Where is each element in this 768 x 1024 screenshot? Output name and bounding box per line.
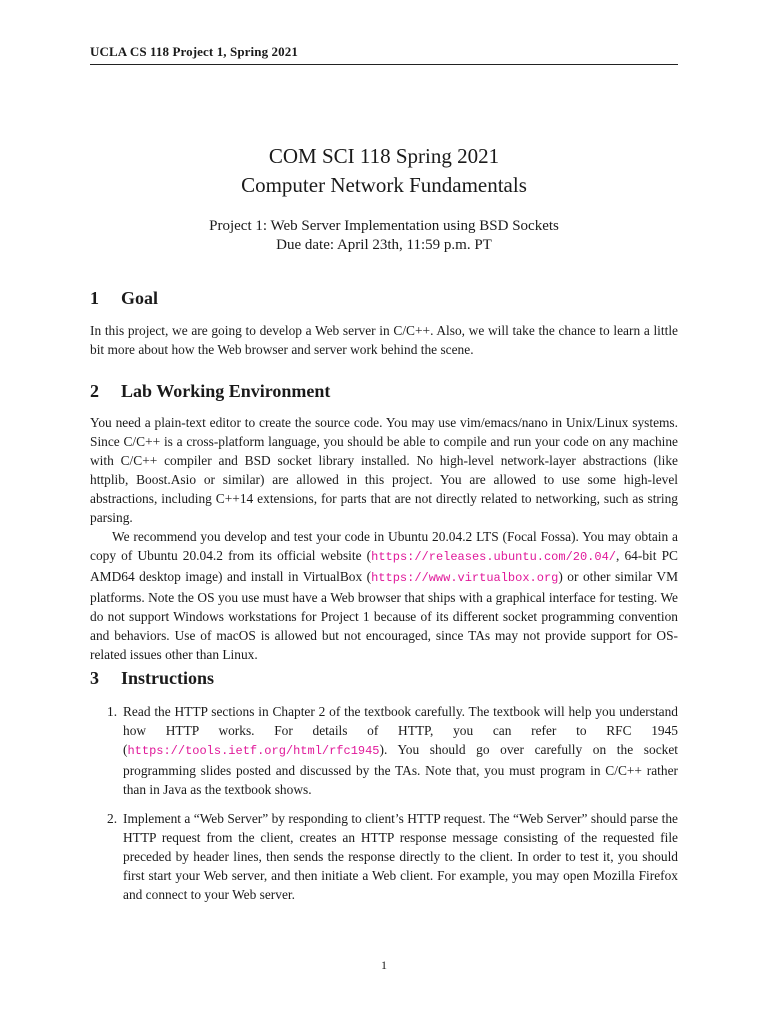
header-rule	[90, 64, 678, 65]
instructions-list	[90, 702, 678, 904]
paragraph: You need a plain-text editor to create the source code. You may use vim/emacs/nano in Unix/Linux systems. Since C/C++ is a cross-platform language, you should be able to compile and run your code on any machine with C/C++ compiler and BSD socket library installed. No high-level network-layer abstractions (like httplib, Boost.Asio or similar) are allowed in this project. You are allowed to use some high-level abstractions, including C++14 extensions, for parts that are not directly related to networking, such as string parsing.	[90, 415, 678, 525]
paragraph-text: , 64-bit PC AMD64 desktop image) and install in VirtualBox (	[90, 548, 678, 584]
list-marker: 1.	[107, 704, 118, 719]
rfc-link[interactable]: https://tools.ietf.org/html/rfc1945	[127, 744, 380, 758]
list-marker: 2.	[107, 811, 118, 826]
virtualbox-link[interactable]: https://www.virtualbox.org	[371, 571, 559, 585]
list-item	[90, 809, 678, 904]
section-number: 1	[90, 288, 99, 308]
section-title: Instructions	[121, 668, 215, 688]
section-number: 3	[90, 668, 99, 688]
page-number: 1	[381, 958, 387, 972]
course-title: COM SCI 118 Spring 2021	[268, 144, 500, 168]
section-heading-instructions	[90, 668, 214, 689]
list-item	[90, 702, 678, 799]
list-item-text: Implement a “Web Server” by responding to client’s HTTP request. The “Web Server” should parse the HTTP request from the client, creates an HTTP response message consisting of the requested file preceded by header lines, then sends the response directly to the client. In order to test it, you should first start your Web server, and then initiate a Web client. For example, you may open Mozilla Firefox and connect to your Web server.	[123, 811, 678, 902]
list-item-text: Read the HTTP sections in Chapter 2 of the textbook carefully. The textbook will help you understand how HTTP works. For details of HTTP, you can refer to RFC 1945 (	[123, 704, 678, 757]
paragraph-text: We recommend you develop and test your code in Ubuntu 20.04.2 LTS (Focal Fossa). You may obtain a copy of Ubuntu 20.04.2 from its official website (	[90, 529, 678, 563]
section-body-goal	[90, 321, 678, 359]
section-title: Goal	[121, 288, 159, 308]
section-heading-environment	[90, 381, 330, 402]
paragraph	[90, 527, 678, 664]
list-item-text: ). You should go over carefully on the socket programming slides posted and discussed by the TAs. Note that, you must program in C/C++ rather than in Java as the textbook shows.	[123, 742, 678, 797]
paragraph-text: ) or other similar VM platforms. Note the OS you use must have a Web browser that ships with a graphical interface for testing. We do not support Windows workstations for Project 1 because of its different socket programming convention and behaviors. Use of macOS is allowed but not encouraged, since TAs may not provide support for OS-related issues other than Linux.	[90, 569, 678, 662]
section-number: 2	[90, 381, 99, 401]
section-heading-goal	[90, 288, 158, 309]
due-date: Due date: April 23th, 11:59 p.m. PT	[276, 237, 492, 253]
paragraph: In this project, we are going to develop a Web server in C/C++. Also, we will take the chance to learn a little bit more about how the Web browser and server work behind the scene.	[90, 323, 678, 357]
title-block	[90, 142, 678, 255]
section-title: Lab Working Environment	[121, 381, 331, 401]
project-info	[90, 217, 678, 255]
running-header: UCLA CS 118 Project 1, Spring 2021	[90, 44, 298, 59]
project-title: Project 1: Web Server Implementation using BSD Sockets	[209, 218, 559, 234]
course-subtitle: Computer Network Fundamentals	[241, 173, 527, 197]
section-body-environment	[90, 413, 678, 664]
ubuntu-link[interactable]: https://releases.ubuntu.com/20.04/	[371, 550, 616, 564]
